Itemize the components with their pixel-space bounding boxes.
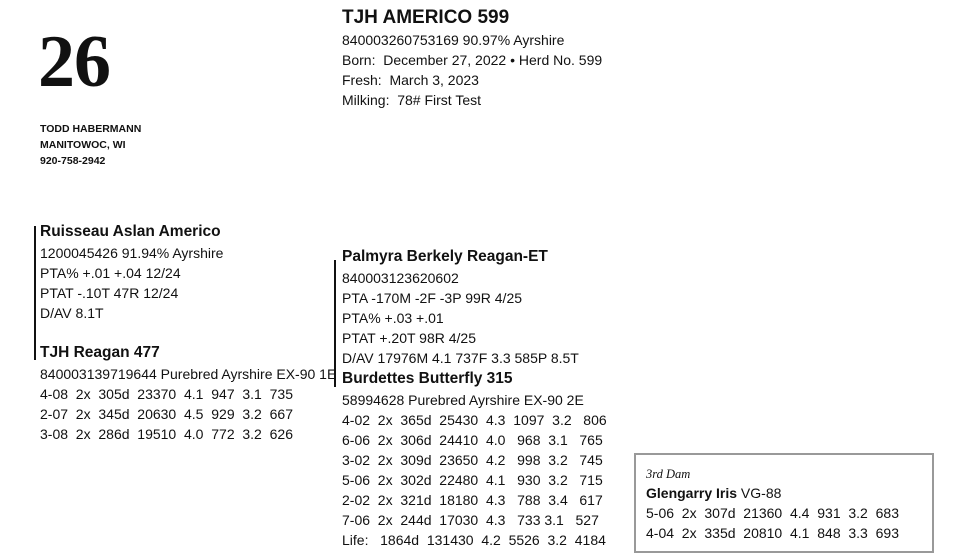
animal-milking: Milking: 78# First Test — [342, 92, 482, 108]
sire-dam-bracket — [34, 226, 36, 360]
mgd-record-row: 3-02 2x 309d 23650 4.2 998 3.2 745 — [342, 452, 603, 468]
mgs-line: D/AV 17976M 4.1 737F 3.3 585P 8.5T — [342, 350, 579, 366]
third-dam-record-row: 5-06 2x 307d 21360 4.4 931 3.2 683 — [646, 505, 899, 521]
mgd-block — [342, 368, 607, 550]
consignor-phone: 920-758-2942 — [40, 155, 106, 167]
sire-line: 1200045426 91.94% Ayrshire — [40, 245, 224, 261]
consignor-name: TODD HABERMANN — [40, 123, 142, 135]
third-dam-label: 3rd Dam — [646, 467, 691, 481]
sire-line: D/AV 8.1T — [40, 305, 104, 321]
mgs-line: 840003123620602 — [342, 270, 459, 286]
mgs-name: Palmyra Berkely Reagan-ET — [342, 248, 548, 265]
mgd-record-row: 2-02 2x 321d 18180 4.3 788 3.4 617 — [342, 492, 603, 508]
dam-registration: 840003139719644 Purebred Ayrshire EX-90 1E — [40, 366, 337, 382]
mgd-record-row: 7-06 2x 244d 17030 4.3 733 3.1 527 — [342, 512, 599, 528]
mgd-registration: 58994628 Purebred Ayrshire EX-90 2E — [342, 392, 584, 408]
consignor-info — [40, 121, 141, 169]
sire-line: PTAT -.10T 47R 12/24 — [40, 285, 179, 301]
third-dam-record-row: 4-04 2x 335d 20810 4.1 848 3.3 693 — [646, 525, 899, 541]
sire-line: PTA% +.01 +.04 12/24 — [40, 265, 181, 281]
dam-record-row: 2-07 2x 345d 20630 4.5 929 3.2 667 — [40, 406, 293, 422]
third-dam-box — [634, 453, 934, 553]
third-dam-title — [646, 483, 932, 503]
dam-block — [40, 342, 336, 444]
mgd-name: Burdettes Butterfly 315 — [342, 370, 513, 387]
lot-number: 26 — [38, 21, 110, 103]
consignor-location: MANITOWOC, WI — [40, 139, 126, 151]
mgs-block — [342, 246, 579, 368]
mgs-line: PTA% +.03 +.01 — [342, 310, 444, 326]
animal-registration: 840003260753169 90.97% Ayrshire — [342, 32, 565, 48]
dam-name: TJH Reagan 477 — [40, 344, 160, 361]
mgs-line: PTAT +.20T 98R 4/25 — [342, 330, 476, 346]
animal-header — [342, 6, 602, 110]
dam-record-row: 3-08 2x 286d 19510 4.0 772 3.2 626 — [40, 426, 293, 442]
third-dam-classification: VG-88 — [737, 485, 782, 501]
mgd-record-row: 6-06 2x 306d 24410 4.0 968 3.1 765 — [342, 432, 603, 448]
dam-record-row: 4-08 2x 305d 23370 4.1 947 3.1 735 — [40, 386, 293, 402]
sire-name: Ruisseau Aslan Americo — [40, 223, 221, 240]
mgd-lifetime-row: Life: 1864d 131430 4.2 5526 3.2 4184 — [342, 532, 606, 548]
animal-fresh: Fresh: March 3, 2023 — [342, 72, 479, 88]
mgd-record-row: 5-06 2x 302d 22480 4.1 930 3.2 715 — [342, 472, 603, 488]
animal-name: TJH AMERICO 599 — [342, 7, 510, 28]
third-dam-name: Glengarry Iris — [646, 485, 738, 501]
sire-block — [40, 221, 223, 323]
mgd-record-row: 4-02 2x 365d 25430 4.3 1097 3.2 806 — [342, 412, 607, 428]
mgs-line: PTA -170M -2F -3P 99R 4/25 — [342, 290, 523, 306]
animal-born: Born: December 27, 2022 • Herd No. 599 — [342, 52, 603, 68]
